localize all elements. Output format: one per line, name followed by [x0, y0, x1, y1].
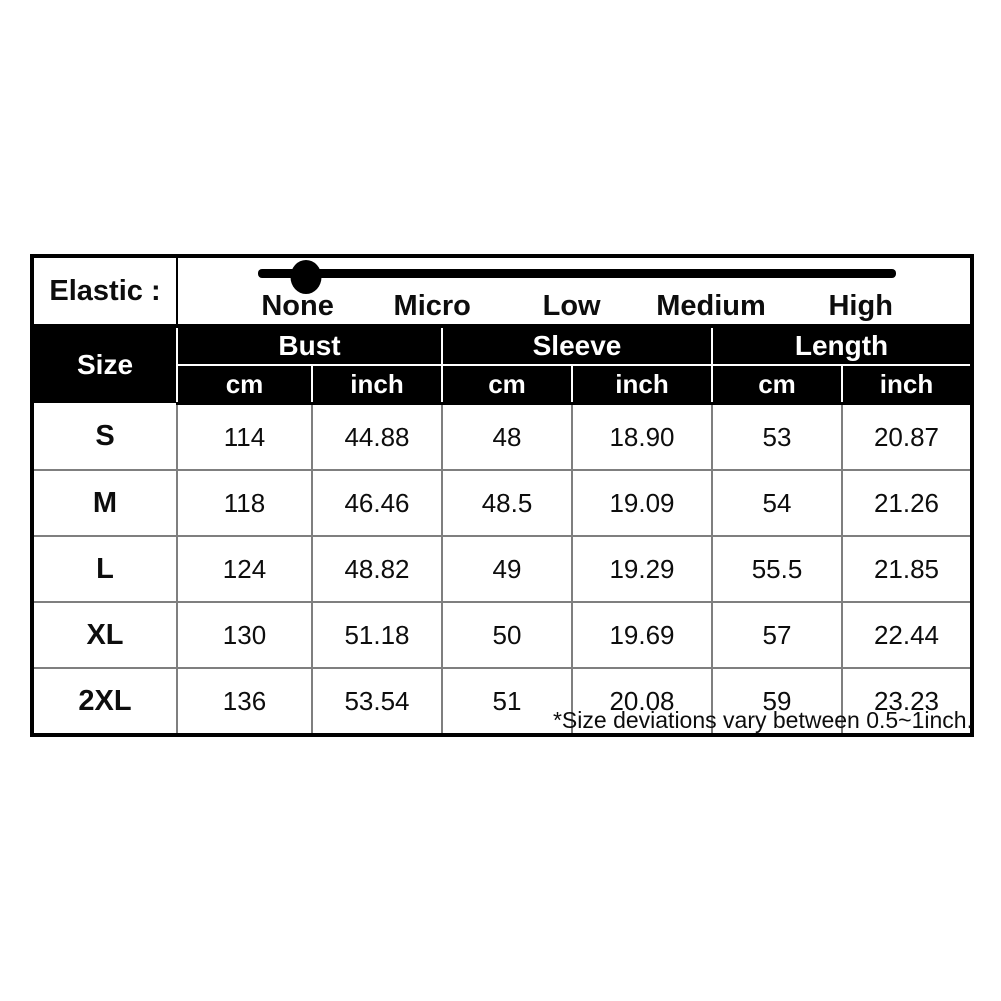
bust-cm-cell: 114 [177, 404, 312, 471]
size-column-header: Size [32, 326, 177, 404]
table-row-s [32, 404, 972, 471]
size-cell: XL [32, 602, 177, 668]
elastic-level-high: High [828, 290, 893, 322]
unit-header-length-cm: cm [712, 365, 842, 404]
bust-inch-cell: 44.88 [312, 404, 442, 471]
sleeve-inch-cell: 20.08 [572, 668, 712, 735]
bust-cm-cell: 136 [177, 668, 312, 735]
length-inch-cell: 23.23 [842, 668, 972, 735]
length-cm-cell: 59 [712, 668, 842, 735]
unit-header-bust-cm: cm [177, 365, 312, 404]
length-inch-cell: 20.87 [842, 404, 972, 471]
elastic-label: Elastic : [32, 256, 177, 326]
length-inch-cell: 21.85 [842, 536, 972, 602]
elastic-slider-track[interactable] [258, 269, 896, 278]
length-inch-cell: 21.26 [842, 470, 972, 536]
bust-cm-cell: 118 [177, 470, 312, 536]
bust-inch-cell: 53.54 [312, 668, 442, 735]
sleeve-inch-cell: 19.69 [572, 602, 712, 668]
bust-cm-cell: 130 [177, 602, 312, 668]
sleeve-cm-cell: 49 [442, 536, 572, 602]
length-cm-cell: 54 [712, 470, 842, 536]
table-row-xl [32, 602, 972, 668]
group-header-bust: Bust [177, 326, 442, 365]
bust-inch-cell: 51.18 [312, 602, 442, 668]
table-row-l [32, 536, 972, 602]
length-inch-cell: 22.44 [842, 602, 972, 668]
elastic-row [32, 256, 972, 326]
sleeve-cm-cell: 48 [442, 404, 572, 471]
table-row-m [32, 470, 972, 536]
sleeve-inch-cell: 19.09 [572, 470, 712, 536]
size-cell: L [32, 536, 177, 602]
elastic-level-low: Low [542, 290, 601, 322]
bust-inch-cell: 48.82 [312, 536, 442, 602]
unit-header-sleeve-cm: cm [442, 365, 572, 404]
elastic-level-micro: Micro [393, 290, 471, 322]
bust-cm-cell: 124 [177, 536, 312, 602]
bust-inch-cell: 46.46 [312, 470, 442, 536]
group-header-length: Length [712, 326, 972, 365]
sleeve-inch-cell: 18.90 [572, 404, 712, 471]
unit-header-sleeve-inch: inch [572, 365, 712, 404]
sleeve-inch-cell: 19.29 [572, 536, 712, 602]
elastic-level-medium: Medium [656, 290, 766, 322]
size-cell: 2XL [32, 668, 177, 735]
elastic-level-none: None [261, 290, 334, 322]
sleeve-cm-cell: 51 [442, 668, 572, 735]
length-cm-cell: 57 [712, 602, 842, 668]
elastic-slider-cell [177, 256, 972, 326]
header-group-row [32, 326, 972, 365]
length-cm-cell: 53 [712, 404, 842, 471]
length-cm-cell: 55.5 [712, 536, 842, 602]
group-header-sleeve: Sleeve [442, 326, 712, 365]
sleeve-cm-cell: 48.5 [442, 470, 572, 536]
elastic-slider-knob[interactable] [290, 260, 321, 294]
unit-header-bust-inch: inch [312, 365, 442, 404]
unit-header-length-inch: inch [842, 365, 972, 404]
size-cell: S [32, 404, 177, 471]
size-deviation-footnote: *Size deviations vary between 0.5~1inch. [552, 707, 973, 733]
size-chart-table [30, 254, 974, 737]
sleeve-cm-cell: 50 [442, 602, 572, 668]
size-cell: M [32, 470, 177, 536]
